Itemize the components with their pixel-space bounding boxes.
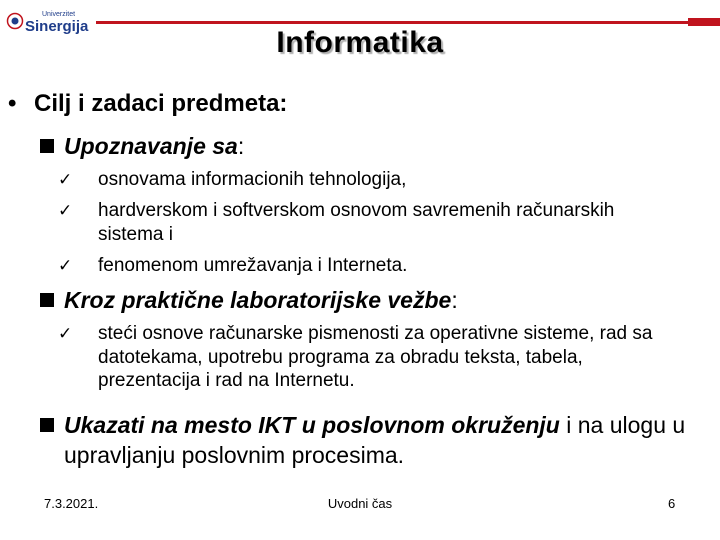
list-item-text: hardverskom i softverskom osnovom savremenih računarskih sistema i (98, 200, 615, 245)
footer-center: Uvodni čas (327, 496, 393, 511)
section-1 (40, 132, 712, 160)
check-mark-icon: ✓ (58, 324, 73, 344)
logo-brand-text: Sinergija (25, 18, 89, 35)
list-item (58, 322, 668, 392)
section-3-label: Ukazati na mesto IKT u poslovnom okruženju (64, 412, 560, 438)
heading-text: Cilj i zadaci predmeta: (34, 90, 288, 117)
section-2 (40, 286, 712, 314)
section-2-suffix: : (451, 287, 458, 313)
section-1-suffix: : (237, 133, 245, 159)
section-3-suffix: i na ulogu u upravljanju poslovnim procesima. (64, 412, 686, 468)
check-mark-icon: ✓ (58, 201, 73, 221)
list-item (58, 199, 678, 246)
section-3 (40, 410, 712, 470)
list-item-text: steći osnove računarske pismenosti za operativne sisteme, rad sa datotekama, upotrebu programa za obradu teksta, tabela, prezentacija i rad na Internetu. (98, 323, 653, 391)
square-bullet-icon (40, 418, 54, 432)
logo-small-text: Univerzitet (42, 11, 76, 18)
check-mark-icon: ✓ (58, 170, 73, 190)
check-mark-icon: ✓ (58, 256, 73, 276)
list-item-text: fenomenom umrežavanja i Interneta. (98, 255, 408, 276)
footer-date: 7.3.2021. (44, 496, 99, 511)
header-rule (96, 21, 720, 24)
outline-heading (8, 90, 287, 118)
list-item-text: osnovama informacionih tehnologija, (98, 169, 407, 190)
list-item (58, 168, 678, 192)
list-item (58, 254, 678, 278)
header-rule-tip (688, 18, 720, 26)
bullet-dot-icon: • (8, 90, 17, 117)
slide-title: Informatika (276, 26, 444, 59)
section-2-label: Kroz praktične laboratorijske vežbe (64, 287, 452, 313)
square-bullet-icon (40, 139, 54, 153)
section-1-label: Upoznavanje sa (64, 133, 238, 159)
square-bullet-icon (40, 293, 54, 307)
page-number: 6 (668, 496, 676, 511)
